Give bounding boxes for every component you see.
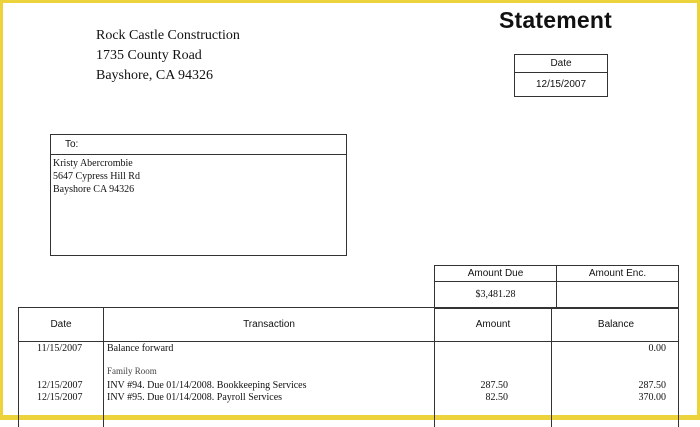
header-amount: Amount xyxy=(475,319,511,330)
to-label: To: xyxy=(51,135,346,155)
row-date: 11/15/2007 xyxy=(37,343,83,354)
to-address-line: Kristy Abercrombie xyxy=(53,158,133,169)
row-transaction: Balance forward xyxy=(107,343,174,354)
table-row xyxy=(19,391,678,404)
amount-enclosed-label: Amount Enc. xyxy=(557,266,678,282)
company-city: Bayshore, CA 94326 xyxy=(96,68,214,83)
row-amount: 287.50 xyxy=(480,380,508,391)
transactions-table xyxy=(18,307,679,427)
date-box xyxy=(514,54,608,97)
amount-summary xyxy=(434,265,679,309)
document-title: Statement xyxy=(499,7,612,33)
date-value: 12/15/2007 xyxy=(535,79,587,90)
to-address-line: 5647 Cypress Hill Rd xyxy=(53,171,140,182)
amount-due-column xyxy=(435,266,556,308)
row-date: 12/15/2007 xyxy=(37,392,83,403)
amount-due-label: Amount Due xyxy=(435,266,556,282)
row-balance: 287.50 xyxy=(638,380,666,391)
table-row xyxy=(19,342,678,355)
company-street: 1735 County Road xyxy=(96,48,202,63)
to-address xyxy=(51,155,346,196)
row-amount: 82.50 xyxy=(485,392,508,403)
header-date: Date xyxy=(50,319,72,330)
company-name: Rock Castle Construction xyxy=(96,28,240,43)
row-sublabel: Family Room xyxy=(107,366,157,376)
row-balance: 370.00 xyxy=(638,392,666,403)
to-address-line: Bayshore CA 94326 xyxy=(53,184,135,195)
to-box xyxy=(50,134,347,256)
row-date: 12/15/2007 xyxy=(37,380,83,391)
row-balance: 0.00 xyxy=(648,343,666,354)
row-transaction: INV #94. Due 01/14/2008. Bookkeeping Services xyxy=(107,380,307,391)
amount-due-value: $3,481.28 xyxy=(475,289,516,300)
header-balance: Balance xyxy=(597,319,635,330)
company-address xyxy=(96,26,240,86)
amount-enclosed-column xyxy=(556,266,678,308)
row-transaction: INV #95. Due 01/14/2008. Payroll Services xyxy=(107,392,283,403)
header-transaction: Transaction xyxy=(243,319,295,330)
date-label: Date xyxy=(515,55,607,73)
